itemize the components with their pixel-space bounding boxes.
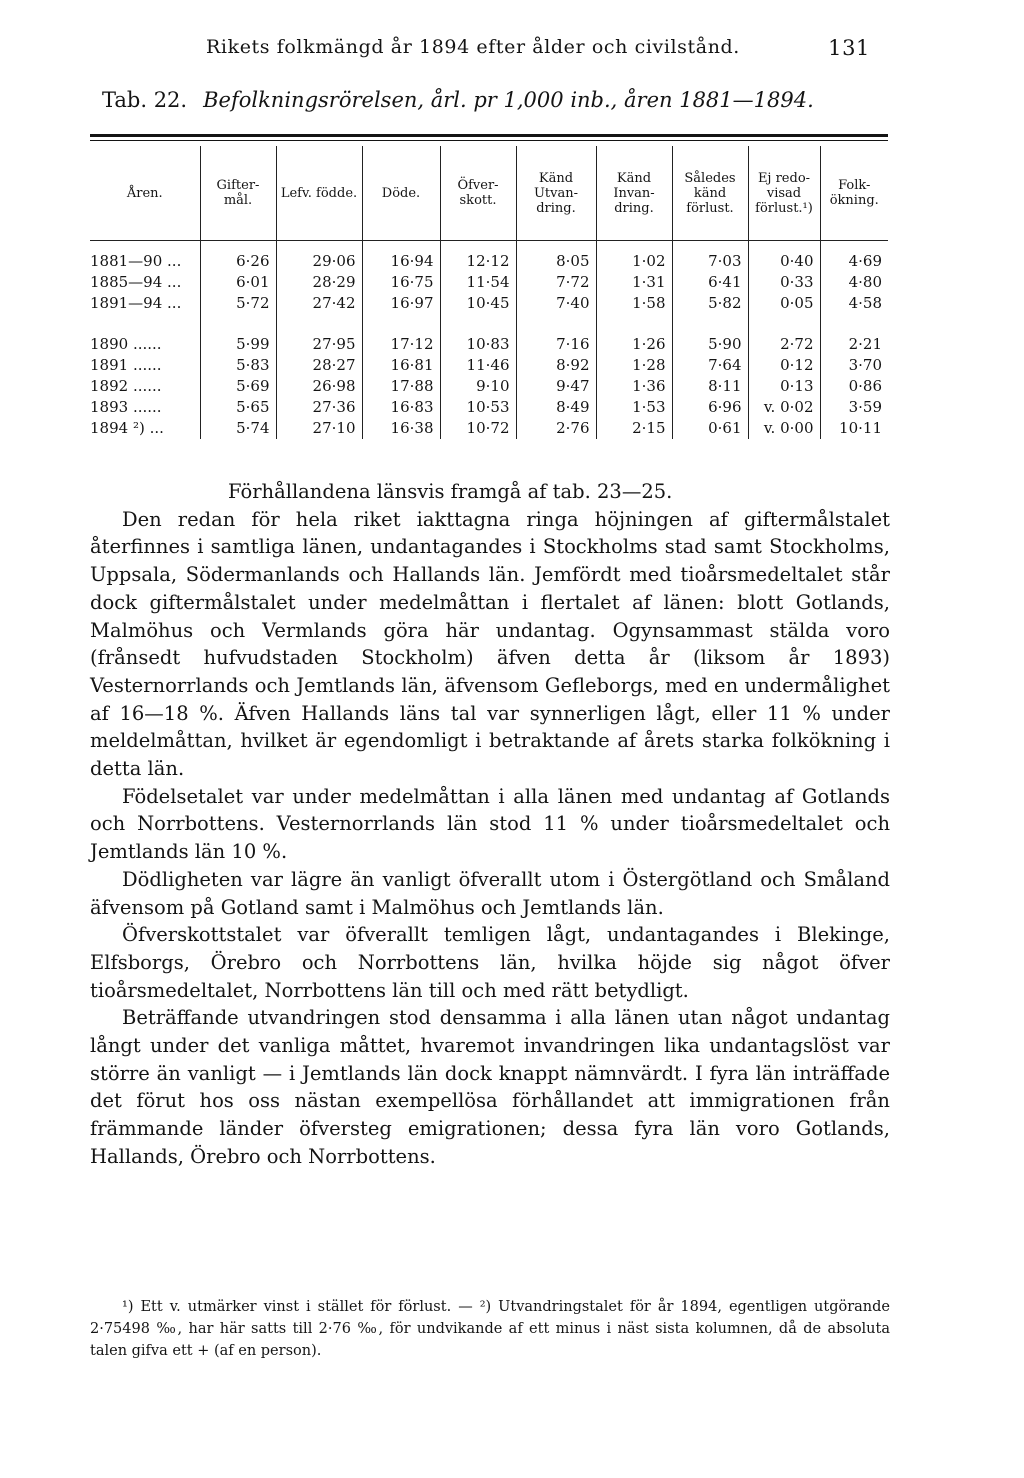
table-row	[90, 334, 888, 355]
table-cell: 8·11	[672, 376, 748, 397]
table-row	[90, 251, 888, 272]
population-movement-table	[90, 146, 888, 439]
table-cell: 5·74	[200, 418, 276, 439]
table-cell: 16·94	[362, 251, 440, 272]
spacer-cell	[276, 314, 362, 324]
table-cell: 5·72	[200, 293, 276, 314]
table-cell: 10·11	[820, 418, 888, 439]
table-cell: 6·01	[200, 272, 276, 293]
spacer-cell	[516, 241, 596, 252]
table-cell: 3·70	[820, 355, 888, 376]
spacer-cell	[516, 324, 596, 334]
page-number: 131	[828, 36, 870, 60]
column-header: Öfver-skott.	[440, 146, 516, 241]
table-cell: 5·82	[672, 293, 748, 314]
table-cell: 4·58	[820, 293, 888, 314]
column-header: Känd Invan-dring.	[596, 146, 672, 241]
spacer-cell	[200, 241, 276, 252]
table-cell: 7·03	[672, 251, 748, 272]
column-header: Således känd förlust.	[672, 146, 748, 241]
spacer-cell	[276, 241, 362, 252]
spacer-cell	[748, 314, 820, 324]
table-row	[90, 293, 888, 314]
table-cell: 26·98	[276, 376, 362, 397]
table-cell: 29·06	[276, 251, 362, 272]
table-cell: 1·31	[596, 272, 672, 293]
table-cell: 27·36	[276, 397, 362, 418]
table-cell: 9·47	[516, 376, 596, 397]
table-cell: 28·29	[276, 272, 362, 293]
table-cell: 0·05	[748, 293, 820, 314]
table-cell: 9·10	[440, 376, 516, 397]
table-cell: 10·53	[440, 397, 516, 418]
spacer-cell	[276, 324, 362, 334]
table-cell: 16·38	[362, 418, 440, 439]
table-cell: 0·86	[820, 376, 888, 397]
table-spacer-top	[90, 241, 888, 252]
paragraph: Förhållandena länsvis framgå af tab. 23—25.	[228, 480, 673, 503]
table-cell: 27·10	[276, 418, 362, 439]
spacer-cell	[362, 314, 440, 324]
spacer-cell	[516, 314, 596, 324]
table-cell: 16·83	[362, 397, 440, 418]
spacer-cell	[362, 241, 440, 252]
spacer-cell	[748, 241, 820, 252]
table-cell: 7·16	[516, 334, 596, 355]
column-header: Döde.	[362, 146, 440, 241]
table-cell: 1·26	[596, 334, 672, 355]
table-spacer-middle	[90, 314, 888, 324]
table-row	[90, 355, 888, 376]
table-cell: 8·05	[516, 251, 596, 272]
body-text	[90, 478, 890, 1171]
table-cell: 17·12	[362, 334, 440, 355]
table-cell: 0·12	[748, 355, 820, 376]
spacer-cell	[200, 314, 276, 324]
table-cell: 16·81	[362, 355, 440, 376]
table-spacer-middle-2	[90, 324, 888, 334]
row-label: 1891 ......	[90, 356, 162, 374]
table-cell: 6·41	[672, 272, 748, 293]
spacer-cell	[440, 241, 516, 252]
table-cell: 0·33	[748, 272, 820, 293]
table-cell: 0·40	[748, 251, 820, 272]
table-cell: 7·72	[516, 272, 596, 293]
column-header: Ej redo-visad förlust.¹)	[748, 146, 820, 241]
table-cell: 10·45	[440, 293, 516, 314]
spacer-cell	[596, 241, 672, 252]
table-cell: 2·76	[516, 418, 596, 439]
table-cell: 1·58	[596, 293, 672, 314]
running-head	[206, 36, 870, 58]
column-header: Känd Utvan-dring.	[516, 146, 596, 241]
table-cell: 2·15	[596, 418, 672, 439]
table-cell: 5·99	[200, 334, 276, 355]
table-cell: 6·96	[672, 397, 748, 418]
table-cell: 28·27	[276, 355, 362, 376]
table-cell: 5·69	[200, 376, 276, 397]
table-row	[90, 272, 888, 293]
column-header: Åren.	[90, 146, 200, 241]
table-title	[102, 88, 814, 112]
spacer-cell	[820, 241, 888, 252]
table-cell: 16·97	[362, 293, 440, 314]
spacer-cell	[90, 314, 200, 324]
column-header: Gifter-mål.	[200, 146, 276, 241]
table-cell: 6·26	[200, 251, 276, 272]
table-caption: Befolkningsrörelsen, årl. pr 1,000 inb., åren 1881—1894.	[203, 88, 814, 112]
column-header: Folk-ökning.	[820, 146, 888, 241]
table-cell: 7·64	[672, 355, 748, 376]
table-cell: 17·88	[362, 376, 440, 397]
spacer-cell	[440, 314, 516, 324]
table-cell: 0·13	[748, 376, 820, 397]
spacer-cell	[596, 324, 672, 334]
table-cell: 4·80	[820, 272, 888, 293]
spacer-cell	[362, 324, 440, 334]
column-header: Lefv. födde.	[276, 146, 362, 241]
row-label: 1892 ......	[90, 377, 162, 395]
spacer-cell	[748, 324, 820, 334]
spacer-cell	[672, 314, 748, 324]
spacer-cell	[820, 314, 888, 324]
spacer-cell	[672, 241, 748, 252]
row-label: 1890 ......	[90, 335, 162, 353]
top-rule-thin	[90, 140, 888, 141]
row-label: 1893 ......	[90, 398, 162, 416]
table-cell: 27·42	[276, 293, 362, 314]
spacer-cell	[200, 324, 276, 334]
table-cell: 12·12	[440, 251, 516, 272]
running-title: Rikets folkmängd år 1894 efter ålder och civilstånd.	[206, 36, 740, 58]
table-row	[90, 376, 888, 397]
row-label: 1894 ²) ...	[90, 419, 164, 437]
row-label: 1881—90 ...	[90, 252, 182, 270]
spacer-cell	[820, 324, 888, 334]
footnote-text: ¹) Ett v. utmärker vinst i stället för förlust. — ²) Utvandringstalet för år 1894, egentligen utgörande 2·75498 ‰, har här satts till 2·76 ‰, för undvikande af ett minus i näst sista kolumnen, då de absoluta talen gifva ett + (af en person).	[90, 1299, 890, 1359]
table-cell: 5·90	[672, 334, 748, 355]
table-cell: 2·72	[748, 334, 820, 355]
table-label: Tab. 22.	[102, 88, 188, 112]
paragraph: Dödligheten var lägre än vanligt öfverallt utom i Östergötland och Småland äfvensom på Gotland samt i Malmöhus och Jemtlands län.	[90, 867, 890, 919]
paragraph: Beträffande utvandringen stod densamma i alla länen utan något undantag långt under det vanliga måttet, hvaremot invandringen lika undantagslöst var större än vanligt — i Jemtlands län dock knappt nämnvärdt. I fyra län inträffade det förut hos oss nästan exempellösa förhållandet att immigrationen från främmande länder öfversteg emigrationen; dessa fyra län voro Gotlands, Hallands, Örebro och Norrbottens.	[90, 1006, 890, 1168]
table-cell: 1·36	[596, 376, 672, 397]
spacer-cell	[440, 324, 516, 334]
table-cell: 8·92	[516, 355, 596, 376]
spacer-cell	[672, 324, 748, 334]
row-label: 1891—94 ...	[90, 294, 182, 312]
paragraph: Den redan för hela riket iakttagna ringa höjningen af giftermålstalet återfinnes i samtliga länen, undantagandes i Stockholms stad samt Stockholms, Uppsala, Södermanlands och Hallands län. Jemfördt med tioårsmedeltalet står dock giftermålstalet under medelmåttan i flertalet af länen: blott Gotlands, Malmöhus och Vermlands göra här undantag. Ogynsammast stälda voro (frånsedt hufvudstaden Stockholm) äfven detta år (liksom år 1893) Vesternorrlands och Jemtlands län, äfvensom Gefleborgs, med en undermålighet af 16—18 %. Äfven Hallands läns tal var synnerligen lågt, eller 11 % under meldelmåttan, hvilket är egendomligt i betraktande af årets starka folkökning i detta län.	[90, 507, 890, 781]
table-cell: 10·72	[440, 418, 516, 439]
table-row	[90, 418, 888, 439]
table-cell: 10·83	[440, 334, 516, 355]
table-cell: 16·75	[362, 272, 440, 293]
table-cell: 1·02	[596, 251, 672, 272]
table-header-row	[90, 146, 888, 241]
table-cell: 2·21	[820, 334, 888, 355]
table-cell: 1·53	[596, 397, 672, 418]
spacer-cell	[90, 324, 200, 334]
table-cell: 11·46	[440, 355, 516, 376]
table-cell: 3·59	[820, 397, 888, 418]
table-cell: 1·28	[596, 355, 672, 376]
table-cell: 5·83	[200, 355, 276, 376]
table-cell: 11·54	[440, 272, 516, 293]
table-cell: 27·95	[276, 334, 362, 355]
spacer-cell	[596, 314, 672, 324]
row-label: 1885—94 ...	[90, 273, 182, 291]
paragraph: Födelsetalet var under medelmåttan i alla länen med undantag af Gotlands och Norrbottens. Vesternorrlands län stod 11 % under tioårsmedeltalet och Jemtlands län 10 %.	[90, 784, 890, 864]
table-cell: 7·40	[516, 293, 596, 314]
top-rule	[90, 134, 888, 137]
footnote	[90, 1296, 890, 1362]
spacer-cell	[90, 241, 200, 252]
table-cell: 5·65	[200, 397, 276, 418]
table-cell: v. 0·00	[748, 418, 820, 439]
table-body	[90, 241, 888, 440]
table-cell: v. 0·02	[748, 397, 820, 418]
table-cell: 4·69	[820, 251, 888, 272]
table-cell: 0·61	[672, 418, 748, 439]
table-cell: 8·49	[516, 397, 596, 418]
table-row	[90, 397, 888, 418]
paragraph: Öfverskottstalet var öfverallt temligen lågt, undantagandes i Blekinge, Elfsborgs, Örebro och Norrbottens län, hvilka höjde sig något öfver tioårsmedeltalet, Norrbottens län till och med rätt betydligt.	[90, 923, 890, 1002]
